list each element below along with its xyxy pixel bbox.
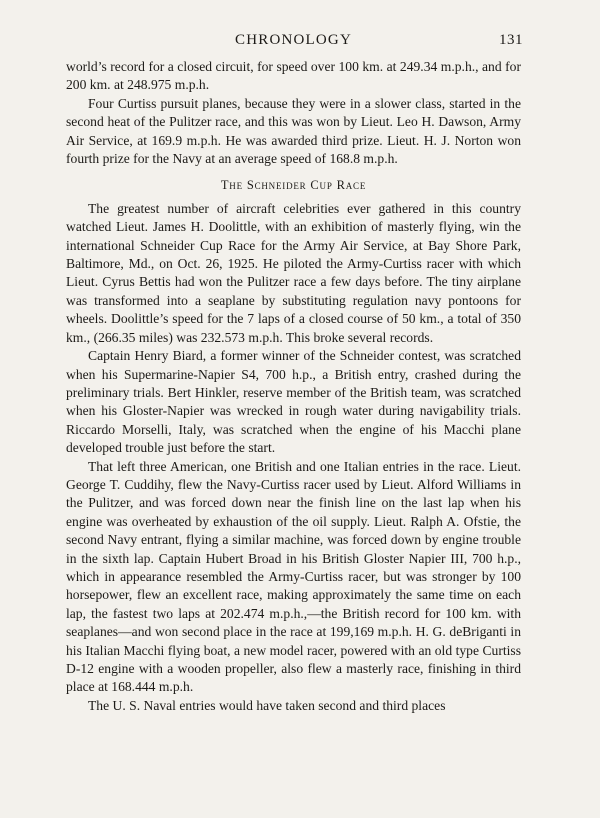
paragraph-naval-entries: The U. S. Naval entries would have taken second and third places <box>88 697 446 713</box>
paragraph-continued: world’s record for a closed circuit, for speed over 100 km. at 249.34 m.p.h., and for 200 km. at 248.975 m.p.h. <box>66 59 521 93</box>
section-heading: The Schneider Cup Race <box>220 178 367 193</box>
paragraph-pursuit-planes: Four Curtiss pursuit planes, because they were in a slower class, started in the second heat of the Pulitzer race, and this was won by Lieut. Leo H. Dawson, Army Air Service, at 169.9 m.p.h. He was awarded third prize. Lieut. H. J. Norton won fourth prize for the Navy at an average speed of 168.8 m.p.h. <box>66 95 521 167</box>
paragraph-entries: That left three American, one British and one Italian entries in the race. Lieut. George T. Cuddihy, flew the Navy-Curtiss racer used by Lieut. Alford Williams in the Pulitzer, and was forced down near the finish line on the last lap when his engine was overheated by exhaustion of the oil supply. Lieut. Ralph A. Ofstie, the second Navy entrant, flying a similar machine, was forced down by engine trouble in the sixth lap. Captain Hubert Broad in his British Gloster Napier III, 700 h.p., which in appearance resembled the Army-Curtiss racer, but was stronger by 100 horsepower, flew an excellent race, making approximately the same time on each lap, the fastest two laps at 202.474 m.p.h.,—the British record for 100 km. with seaplanes—and won second place in the race at 199,169 m.p.h. H. G. deBriganti in his Italian Macchi flying boat, a new model racer, powered with an old type Curtiss D-12 engine with a wooden propeller, also flew a masterly race, finishing in third place at 168.444 m.p.h. <box>66 458 521 695</box>
running-head-title: CHRONOLOGY <box>235 32 352 48</box>
page-number: 131 <box>499 32 523 48</box>
paragraph-doolittle: The greatest number of aircraft celebrities ever gathered in this country watched Lieut. James H. Doolittle, with an exhibition of masterly flying, win the international Schneider Cup Race for the Army Air Service, at Bay Shore Park, Baltimore, Md., on Oct. 26, 1925. He piloted the Army-Curtiss racer with which Lieut. Cyrus Bettis had won the Pulitzer race a few days before. The tiny airplane was transformed into a seaplane by substituting regulation navy pontoons for wheels. Doolittle’s speed for the 7 laps of a closed course of 50 km., a total of 350 km., (266.35 miles) was 232.573 m.p.h. This broke several records. <box>66 200 521 345</box>
running-head <box>66 32 521 54</box>
body-text <box>66 58 521 715</box>
paragraph-biard: Captain Henry Biard, a former winner of the Schneider contest, was scratched when his Supermarine-Napier S4, 700 h.p., a British entry, crashed during the preliminary trials. Bert Hinkler, reserve member of the British team, was scratched when his Gloster-Napier was wrecked in rough water during navigability trials. Riccardo Morselli, Italy, was scratched when the engine of his Macchi plane developed trouble just before the start. <box>66 348 521 456</box>
